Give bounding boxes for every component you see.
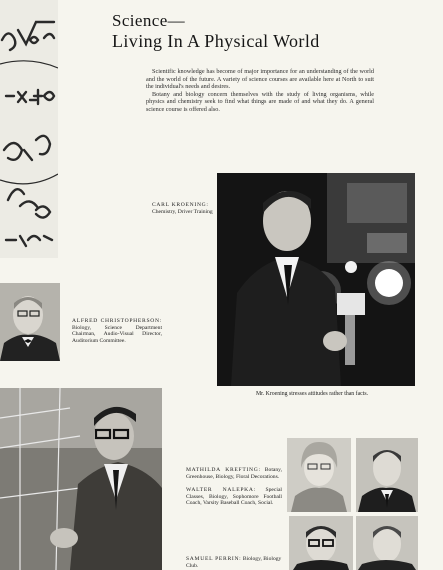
krefting-photo [287, 438, 351, 512]
title-line-2: Living In A Physical World [112, 31, 320, 51]
caption-christopherson-name: ALFRED CHRISTOPHERSON: [72, 318, 162, 324]
intro-text [146, 68, 374, 114]
perrin-photo [289, 516, 353, 570]
nalepka-photo [356, 438, 418, 512]
caption-nalepka-role: Special Classes, Biology, Sophomore Football Coach, Varsity Baseball Coach, Social. [186, 487, 282, 507]
caption-christopherson-role: Biology, Science Department Chairman, Audio-Visual Director, Auditorium Committee. [72, 324, 162, 344]
caption-perrin-role: Biology, Biology Club. [186, 556, 282, 569]
lab-photo [0, 388, 162, 570]
kroening-photo [217, 173, 415, 386]
caption-nalepka-name: WALTER NALEPKA: [186, 487, 256, 493]
caption-kroening-role: Chemistry, Driver Training [152, 208, 213, 215]
caption-nalepka [186, 487, 282, 507]
caption-perrin [186, 556, 282, 569]
teacher-portrait-photo [356, 516, 418, 570]
christopherson-photo [0, 283, 60, 361]
caption-krefting-role: Botany, Greenhouse, Biology, Floral Decorations. [186, 467, 282, 480]
title-line-1: Science— [112, 11, 186, 30]
caption-krefting [186, 467, 282, 480]
caption-kroening-name: CARL KROENING: [152, 202, 209, 208]
intro-paragraph-2: Botany and biology concern themselves with the study of living organisms, while physics and chemistry seek to find what things are made of and what they do. A general science course is offered also. [146, 90, 374, 113]
caption-kroening [152, 202, 214, 215]
photo-caption: Mr. Kroening stresses attitudes rather than facts. [256, 391, 369, 397]
intro-paragraph-1: Scientific knowledge has become of major importance for an understanding of the world and the world of the future. A variety of science courses are available here at North to suit the individual's needs and desires. [146, 68, 374, 91]
caption-krefting-name: MATHILDA KREFTING: [186, 467, 261, 473]
caption-christopherson [72, 318, 162, 344]
page-title [112, 10, 372, 52]
caption-perrin-name: SAMUEL PERRIN: [186, 556, 242, 562]
equations-chalkboard-photo [0, 0, 58, 258]
